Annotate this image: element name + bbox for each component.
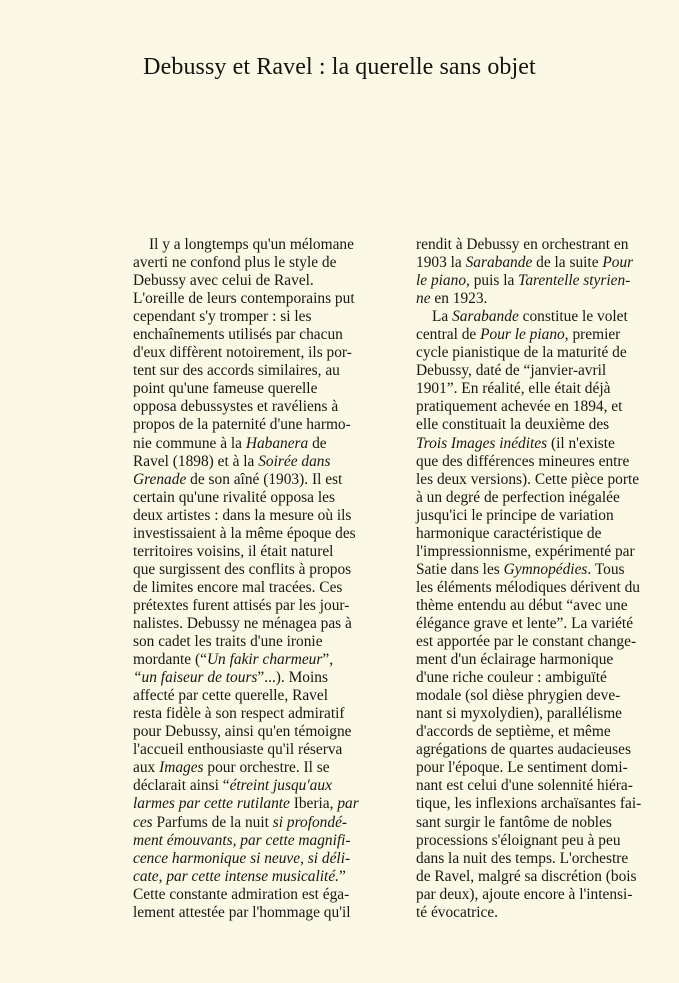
text-run: 1901”. En réalité, elle était déjà [416,380,611,398]
text-line [133,507,398,525]
text-line [416,579,678,597]
text-line [416,705,678,723]
text-line [416,416,678,434]
text-line [133,308,398,326]
italic-text: cence harmonique si neuve, si déli- [133,849,351,867]
text-run: que surgissent des conflits à propos [133,560,352,578]
text-run: pratiquement achevée en 1894, et [416,398,623,416]
text-run: de limites encore mal tracées. Ces [133,578,343,596]
text-line [133,471,398,489]
text-line [416,795,678,813]
text-line [133,362,398,380]
text-line [133,561,398,579]
text-line [133,850,398,868]
text-run: en 1923. [430,290,488,308]
text-line [416,741,678,759]
text-run: que des différences mineures entre [416,452,630,470]
text-line [133,597,398,615]
text-line [416,669,678,687]
text-line [416,453,678,471]
text-run: , premier [564,326,621,344]
text-run: harmonique caractéristique de [416,524,602,542]
text-line [133,290,398,308]
text-run: de son aîné (1903). Il est [186,470,343,488]
text-line [133,579,398,597]
text-line [133,453,398,471]
text-line [416,723,678,741]
text-run: averti ne confond plus le style de [133,254,337,272]
right-text-column [416,236,678,922]
text-run: pour Debussy, ainsi qu'en témoigne [133,723,352,741]
text-line [133,543,398,561]
text-line [133,777,398,795]
text-line [416,471,678,489]
text-run: Debussy avec celui de Ravel. [133,272,314,290]
left-text-column [133,236,398,922]
text-line [416,398,678,416]
text-line [133,814,398,832]
italic-text: Pour [602,254,634,272]
text-line [133,416,398,434]
text-line [133,832,398,850]
italic-text: ment émouvants, par cette magnifi- [133,831,351,849]
text-run: Cette constante admiration est éga- [133,885,350,903]
text-line [133,705,398,723]
text-run: mordante (“ [133,651,207,669]
text-run: déclarait ainsi “ [133,777,230,795]
text-run: les éléments mélodiques dérivent du [416,578,640,596]
text-run: Iberia, [289,795,338,813]
text-line [416,525,678,543]
text-line [416,435,678,453]
text-line [416,543,678,561]
text-run: nant est celui d'une solennité hiéra- [416,777,633,795]
text-run: 1903 la [416,254,466,272]
text-run: enchaînements utilisés par chacun [133,326,343,344]
italic-text: Images [159,759,204,777]
text-run: prétextes furent attisés par les jour- [133,596,350,614]
text-line [133,723,398,741]
text-run: nie commune à la [133,434,246,452]
italic-text: ces [133,813,153,831]
text-run: ment d'un éclairage harmonique [416,651,614,669]
text-run: jusqu'ici le principe de variation [416,506,614,524]
text-run: de Ravel, malgré sa discrétion (bois [416,867,637,885]
text-line [416,832,678,850]
text-line [133,435,398,453]
text-line [416,362,678,380]
text-line [416,308,678,326]
text-line [133,236,398,254]
text-run: les deux versions). Cette pièce porte [416,470,640,488]
text-run: propos de la paternité d'une harmo- [133,416,351,434]
text-line [133,398,398,416]
text-line [133,272,398,290]
text-line [133,687,398,705]
text-line [133,904,398,922]
text-line [416,272,678,290]
text-line [133,759,398,777]
text-run: Satie dans les [416,560,504,578]
italic-text: Tarentelle styrien- [518,272,631,290]
text-line [416,759,678,777]
text-run: ”...). Moins [257,669,328,687]
text-line [133,380,398,398]
text-run: té évocatrice. [416,903,499,921]
text-line [416,380,678,398]
text-run: dans la nuit des temps. L'orchestre [416,849,629,867]
text-run: lement attestée par l'hommage qu'il [133,903,351,921]
italic-text: étreint jusqu'aux [229,777,332,795]
text-line [416,904,678,922]
text-line [416,507,678,525]
text-line [133,344,398,362]
text-run: affecté par cette querelle, Ravel [133,687,328,705]
text-run: Parfums de la nuit [152,813,273,831]
text-run: pour l'époque. Le sentiment domi- [416,759,628,777]
text-run: territoires voisins, il était naturel [133,542,334,560]
italic-text: ne [416,290,431,308]
text-run: nant si myxolydien), parallélisme [416,705,623,723]
text-line [133,795,398,813]
text-run: processions s'éloignant peu à peu [416,831,621,849]
italic-text: larmes par cette rutilante [133,795,290,813]
text-line [416,777,678,795]
text-run: tique, les inflexions archaïsantes fai- [416,795,642,813]
text-run: à un degré de perfection inégalée [416,488,620,506]
text-run: pour orchestre. Il se [203,759,330,777]
text-run: est apportée par le constant change- [416,633,637,651]
text-run: modale (sol dièse phrygien deve- [416,687,621,705]
text-run: deux artistes : dans la mesure où ils [133,506,352,524]
italic-text: le piano [416,272,467,290]
text-line [416,290,678,308]
text-run: central de [416,326,481,344]
text-line [416,489,678,507]
text-line [133,651,398,669]
text-run: Debussy, daté de “janvier-avril [416,362,607,380]
italic-text: Sarabande [465,254,533,272]
text-line [133,326,398,344]
text-line [133,615,398,633]
text-line [416,687,678,705]
text-line [133,525,398,543]
text-line [416,850,678,868]
text-run: son cadet les traits d'une ironie [133,633,323,651]
italic-text: Soirée dans [258,452,331,470]
italic-text: Un fakir charmeur [206,651,323,669]
italic-text: si profondé- [272,813,348,831]
text-run: resta fidèle à son respect admiratif [133,705,345,723]
text-run: l'impressionnisme, expérimenté par [416,542,635,560]
text-run: cycle pianistique de la maturité de [416,344,627,362]
text-run: tent sur des accords similaires, au [133,362,340,380]
text-line [416,615,678,633]
text-run: d'une riche couleur : ambiguïté [416,669,607,687]
text-line [416,651,678,669]
italic-text: Sarabande [452,308,519,326]
text-line [133,868,398,886]
italic-text: par [337,795,359,813]
text-line [416,814,678,832]
italic-text: Gymnopédies [503,560,588,578]
text-line [133,254,398,272]
text-run: La [432,308,453,326]
text-run: cependant s'y tromper : si les [133,308,312,326]
text-line [133,886,398,904]
text-run: d'eux diffèrent notoirement, ils por- [133,344,352,362]
text-run: , puis la [466,272,519,290]
text-run: de la suite [532,254,603,272]
italic-text: Habanera [245,434,309,452]
text-line [416,561,678,579]
text-run: de [308,434,327,452]
text-line [133,741,398,759]
text-run: constitue le volet [518,308,628,326]
italic-text: “un faiseur de tours [133,669,258,687]
text-run: point qu'une fameuse querelle [133,380,318,398]
text-run: Il y a longtemps qu'un mélomane [149,236,354,253]
text-run: elle constituait la deuxième des [416,416,610,434]
text-run: élégance grave et lente”. La variété [416,614,634,632]
text-line [416,868,678,886]
text-run: l'accueil enthousiaste qu'il réserva [133,741,343,759]
text-run: opposa debussystes et ravéliens à [133,398,339,416]
text-run: certain qu'une rivalité opposa les [133,488,335,506]
italic-text: cate, par cette intense musicalité. [133,867,340,885]
text-line [416,597,678,615]
text-run: (il n'existe [547,434,615,452]
text-run: . Tous [587,560,625,578]
watermark-mark [0,561,15,663]
text-run: Ravel (1898) et à la [133,452,259,470]
text-run: aux [133,759,160,777]
text-run: ”, [322,651,334,669]
text-run: thème entendu au début “avec une [416,596,628,614]
text-run: sant surgir le fantôme de nobles [416,813,612,831]
text-line [133,633,398,651]
text-run: L'oreille de leurs contemporains put [133,290,355,308]
italic-text: Grenade [133,470,187,488]
text-run: d'accords de septième, et même [416,723,611,741]
text-run: rendit à Debussy en orchestrant en [416,236,629,253]
text-line [416,344,678,362]
italic-text: Trois Images inédites [416,434,548,452]
text-line [416,633,678,651]
text-line [416,236,678,254]
text-line [416,254,678,272]
text-line [416,326,678,344]
page-title: Debussy et Ravel : la querelle sans objet [143,54,536,80]
text-run: par deux), ajoute encore à l'intensi- [416,885,633,903]
text-run: investissaient à la même époque des [133,524,356,542]
text-run: ” [339,867,346,885]
text-run: agrégations de quartes audacieuses [416,741,631,759]
text-run: nalistes. Debussy ne ménagea pas à [133,614,352,632]
text-line [133,489,398,507]
text-line [416,886,678,904]
text-line [133,669,398,687]
italic-text: Pour le piano [480,326,565,344]
